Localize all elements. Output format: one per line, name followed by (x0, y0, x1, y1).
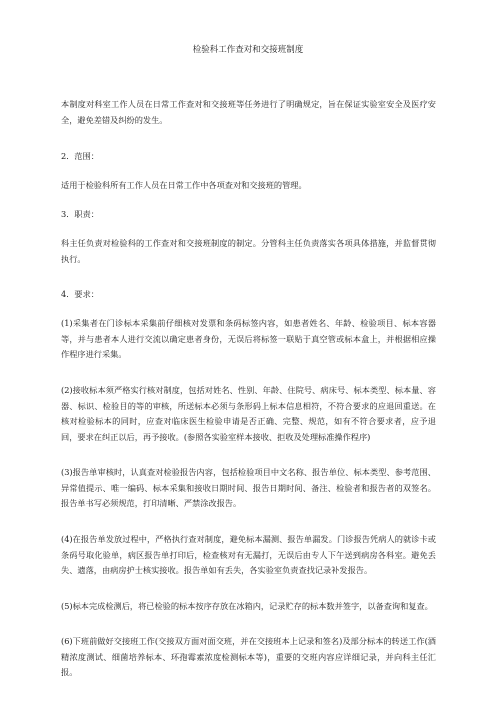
paragraph-duties: 科主任负责对检验科的工作查对和交接班制度的制定。分管科主任负责落实各项具体措施，并监督贯彻执行。 (61, 238, 436, 264)
document-title: 检验科工作查对和交接班制度 (192, 45, 304, 55)
paragraph-req-2: (2)接收标本须严格实行核对制度，包括对姓名、性别、年龄、住院号、病床号、标本类型、标本量、容器、标识、检验目的等的审核，所送标本必须与条形码上标本信息相符，不符合要求的应退回重送。在核对检验标本的同时，应查对临床医生检验申请是否正确、完整、规范，如有不符合要求者，应予退回，要求在纠正以后，再予接收。(参照各实验室样本接收、拒收及处理标准操作程序) (61, 385, 436, 442)
paragraph-req-6: (6)下班前做好交接班工作(交接双方面对面交班，并在交接班本上记录和签名)及部分标本的转送工作(酒精浓度测试、细菌培养标本、环孢霉素浓度检测标本等)，重要的交班内容应详细记录，并向科主任汇报。 (61, 636, 436, 677)
heading-requirements: 4．要求： (61, 289, 99, 299)
paragraph-req-4: (4)在报告单发放过程中，严格执行查对制度，避免标本漏测、报告单漏发。门诊报告凭病人的就诊卡或条码号取化验单，病区报告单打印后，检查核对有无漏打，无误后由专人下午送到病房各科室。避免丢失、遗落，由病房护士核实接收。报告单如有丢失，各实验室负责查找记录补发报告。 (61, 534, 436, 575)
paragraph-intro: 本制度对科室工作人员在日常工作查对和交接班等任务进行了明确规定，旨在保证实验室安全及医疗安全，避免差错及纠纷的发生。 (61, 99, 436, 125)
paragraph-req-3: (3)报告单审核时，认真查对检验报告内容，包括检验项目中文名称、报告单位、标本类型、参考范围、异常值提示、唯一编码、标本采集和接收日期时间、报告日期时间、备注、检验者和报告者的双签名。报告单书写必须规范，打印清晰、严禁涂改报告。 (61, 467, 436, 508)
paragraph-req-1: (1)采集者在门诊标本采集前仔细核对发票和条码标签内容，如患者姓名、年龄、检验项目、标本容器等，并与患者本人进行交流以确定患者身份，无误后将标签一联贴于真空管或标本盒上，并根据相应操作程序进行采集。 (61, 318, 436, 359)
heading-duties: 3．职责： (61, 209, 99, 219)
paragraph-req-5: (5)标本完成检测后，将已检验的标本按序存放在冰箱内，记录贮存的标本数并签字，以备查询和复查。 (61, 601, 433, 611)
paragraph-scope: 适用于检验科所有工作人员在日常工作中各项查对和交接班的管理。 (61, 180, 307, 190)
heading-scope: 2．范围： (61, 151, 99, 161)
